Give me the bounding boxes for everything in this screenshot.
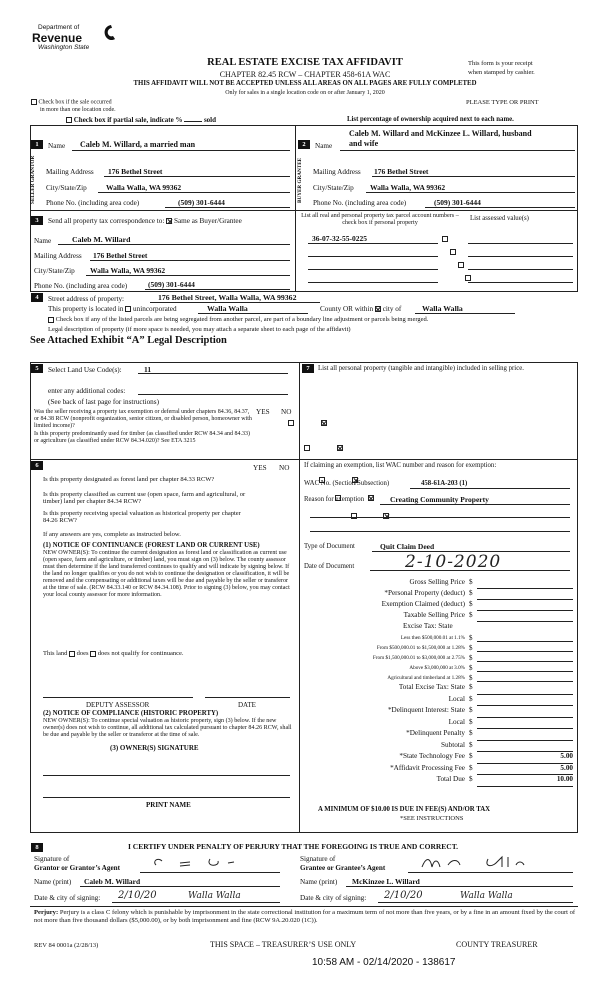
parcel-checkbox[interactable] xyxy=(442,236,448,242)
buyer-name-label: Name xyxy=(315,142,333,150)
grantee-signature-icon[interactable] xyxy=(418,853,548,873)
sec3-phone[interactable]: (509) 301-6444 xyxy=(148,280,195,289)
warning: THIS AFFIDAVIT WILL NOT BE ACCEPTED UNLESS ALL AREAS ON ALL PAGES ARE FULLY COMPLETED xyxy=(133,80,477,87)
if-any: If any answers are yes, complete as instructed below. xyxy=(43,531,181,538)
sec3-phone-label: Phone No. (including area code) xyxy=(34,282,128,290)
tax-row: *Delinquent Interest: State $ xyxy=(305,706,573,718)
q2-yes-checkbox[interactable] xyxy=(304,445,310,451)
assessor-date: DATE xyxy=(238,701,256,709)
grantee-sig-label-1: Signature of xyxy=(300,855,336,863)
sec6-q2: Is this property classified as current use (open space, farm and agricultural, or timber) land per chapter 84.34 RCW? xyxy=(43,491,246,505)
this-land-row: This land does does not qualify for continuance. xyxy=(43,650,184,657)
tax-row: Total Excise Tax: State $ xyxy=(305,683,573,695)
does-checkbox[interactable] xyxy=(69,651,75,657)
located-row: This property is located in unincorporated xyxy=(48,305,177,313)
chapter: CHAPTER 82.45 RCW – CHAPTER 458-61A WAC xyxy=(219,70,391,79)
see-instructions: *SEE INSTRUCTIONS xyxy=(400,815,464,822)
seller-vert-label: SELLER GRANTOR xyxy=(30,155,36,205)
tax-row: *Personal Property (deduct) $ xyxy=(305,589,573,600)
same-as-buyer-checkbox[interactable] xyxy=(166,218,172,224)
additional-codes: enter any additional codes: xyxy=(48,387,126,395)
seller-city[interactable]: Walla Walla, WA 99362 xyxy=(106,183,182,192)
tier-row: Above $3,000,000 at 3.0% $ xyxy=(305,663,573,673)
wac-label: WAC No. (Section/Subsection) xyxy=(304,480,390,487)
tier-row: Agricultural and timberland at 1.28% $ xyxy=(305,673,573,683)
buyer-phone-label: Phone No. (including area code) xyxy=(313,199,407,207)
city-of-checkbox[interactable] xyxy=(375,306,381,312)
grantee-name-label: Name (print) xyxy=(300,878,338,886)
q1-no-checkbox[interactable] xyxy=(321,420,327,426)
tax-row: Local $ xyxy=(305,695,573,707)
receipt-1: This form is your receipt xyxy=(468,60,533,67)
grantor-date-label: Date & city of signing: xyxy=(34,894,101,902)
grantor-name-label: Name (print) xyxy=(34,878,72,886)
buyer-mail-label: Mailing Address xyxy=(313,168,361,176)
buyer-mail[interactable]: 176 Bethel Street xyxy=(374,167,429,176)
section-7-badge: 7 xyxy=(302,364,314,373)
street-address[interactable]: 176 Bethel Street, Walla Walla, WA 99362 xyxy=(158,293,297,302)
sec3-mail-label: Mailing Address xyxy=(34,252,82,260)
page-title: REAL ESTATE EXCISE TAX AFFIDAVIT xyxy=(207,57,403,68)
multi-location-check-2: in more than one location code. xyxy=(40,107,116,113)
grantee-sig-label-2: Grantee or Grantee’s Agent xyxy=(300,864,386,872)
seller-city-label: City/State/Zip xyxy=(46,184,87,192)
grantor-signature-icon[interactable] xyxy=(150,853,270,873)
logo-swoosh-icon xyxy=(102,24,120,44)
grantor-sig-label-2: Grantor or Grantor’s Agent xyxy=(34,864,121,872)
list-percentage: List percentage of ownership acquired next to each name. xyxy=(347,116,514,123)
sec5-yes: YES xyxy=(256,408,270,416)
sec3-name-label: Name xyxy=(34,237,52,245)
checkbox-icon[interactable] xyxy=(66,117,72,123)
tax-row: *Delinquent Penalty $ xyxy=(305,729,573,741)
legal-desc: Legal description of property (if more space is needed, you may attach a separate sheet to each page of the affidavit) xyxy=(48,326,351,333)
wac-value[interactable]: 458-61A-203 (1) xyxy=(421,480,468,487)
sec5-no: NO xyxy=(281,408,292,416)
current-use-no-checkbox[interactable] xyxy=(368,495,374,501)
grantor-name[interactable]: Caleb M. Willard xyxy=(84,877,141,886)
sec6-q3: Is this property receiving special valuation as historical property per chapter 84.26 RCW? xyxy=(43,510,241,524)
parcel-checkbox[interactable] xyxy=(450,249,456,255)
receipt-2: when stamped by cashier. xyxy=(468,69,535,76)
tier-row: From $1,500,000.01 to $3,000,000 at 2.75% $ xyxy=(305,653,573,663)
seller-name-label: Name xyxy=(48,142,66,150)
tax-row: Total Due $ 10.00 xyxy=(305,775,573,787)
notice2-body: NEW OWNER(S): To continue special valuation as historic property, sign (3) below. If the new owner(s) does not wish to continue, all additional tax calculated pursuant to chapter 84.26 RCW, shall be due and payable by the seller or transferor at the time of sale. xyxy=(43,718,292,738)
doc-type[interactable]: Quit Claim Deed xyxy=(380,542,435,551)
buyer-name-2[interactable]: and wife xyxy=(349,139,379,148)
segregate-row: Check box if any of the listed parcels are being segregated from another parcel, are part of a boundary line adjustment or parcels being merged. xyxy=(48,316,428,323)
sec5-q1: Was the seller receiving a property tax exemption or deferral under chapters 84.36, 84.37, or 84.38 RCW (nonprofit organization, senior citizen, or disabled person, homeowner with limited income)? xyxy=(34,409,252,429)
sec6-q1: Is this property designated as forest land per chapter 84.33 RCW? xyxy=(43,476,215,483)
print-name: PRINT NAME xyxy=(146,801,191,809)
q1-yes-checkbox[interactable] xyxy=(288,420,294,426)
county-value[interactable]: Walla Walla xyxy=(207,304,248,313)
section-4-badge: 4 xyxy=(31,293,43,302)
city-value[interactable]: Walla Walla xyxy=(422,304,463,313)
section-1-badge: 1 xyxy=(31,140,43,149)
section-3-badge: 3 xyxy=(31,216,43,225)
certify: I CERTIFY UNDER PENALTY OF PERJURY THAT THE FOREGOING IS TRUE AND CORRECT. xyxy=(128,842,459,851)
grantor-sig-label-1: Signature of xyxy=(34,855,70,863)
q2-no-checkbox[interactable] xyxy=(337,445,343,451)
land-use-code[interactable]: 11 xyxy=(144,365,152,374)
tax-row: Exemption Claimed (deduct) $ xyxy=(305,600,573,611)
partial-sale-check[interactable]: Check box if partial sale, indicate % sold xyxy=(66,116,216,124)
tax-row: *Affidavit Processing Fee $ 5.00 xyxy=(305,764,573,776)
grantee-name[interactable]: McKinzee L. Willard xyxy=(352,877,420,886)
doc-type-label: Type of Document xyxy=(304,543,355,550)
tax-row: Local $ xyxy=(305,718,573,730)
section-2-badge: 2 xyxy=(298,140,310,149)
tax-row: Taxable Selling Price $ xyxy=(305,611,573,622)
section-5-badge: 5 xyxy=(31,364,43,373)
buyer-city-label: City/State/Zip xyxy=(313,184,354,192)
tier-row: From $500,000.01 to $1,500,000 at 1.28% $ xyxy=(305,643,573,653)
grantee-city[interactable]: Walla Walla xyxy=(460,891,513,901)
section-6-badge: 6 xyxy=(31,461,43,470)
buyer-name-1[interactable]: Caleb M. Willard and McKinzee L. Willard, husband xyxy=(349,129,532,138)
owner-signature: (3) OWNER(S) SIGNATURE xyxy=(110,744,199,752)
notice1-body: NEW OWNER(S): To continue the current designation as forest land or classification as current use (open space, farm and agriculture, or timber) land, you must sign on (3) below. The county assessor must then determine if the land transferred continues to qualify and will indicate by signing below. If the land no longer qualifies or you do not wish to continue the designation or classification, it will be removed and the compensating or additional taxes will be due and payable by the seller or transferor at the time of sale. (RCW 84.33.140 or RCW 84.34.108). Prior to signing (3) below, you may contact your local county assessor for more information. xyxy=(43,550,290,598)
exhibit-text[interactable]: See Attached Exhibit “A” Legal Description xyxy=(30,335,227,346)
send-tax: Send all property tax correspondence to: Same as Buyer/Grantee xyxy=(48,217,242,225)
perjury-notice: Perjury: Perjury is a class C felony which is punishable by imprisonment in the state correctional institution for a maximum term of not more than five years, or by a fine in an amount fixed by the court of not more than five thousand dollars ($5,000.00), or by both imprisonment and fine (RCW 9A.20.020 (1C)). xyxy=(34,909,576,924)
logo-revenue: Revenue xyxy=(32,31,83,45)
revenue-logo xyxy=(32,24,122,60)
only-sales: Only for sales in a single location code on or after January 1, 2020 xyxy=(225,90,385,96)
street-label: Street address of property: xyxy=(48,295,125,303)
treasurer-space: THIS SPACE – TREASURER’S USE ONLY xyxy=(210,940,357,949)
grantor-date[interactable]: 2/10/20 xyxy=(118,890,157,901)
reason-value[interactable]: Creating Community Property xyxy=(390,495,489,504)
buyer-phone[interactable]: (509) 301-6444 xyxy=(434,198,481,207)
list-assessed: List assessed value(s) xyxy=(470,215,529,222)
tax-rows xyxy=(305,578,573,787)
land-use-label: Select Land Use Code(s): xyxy=(48,366,122,374)
grantor-city[interactable]: Walla Walla xyxy=(188,891,241,901)
sec6-no: NO xyxy=(279,464,290,472)
multi-location-check[interactable]: Check box if the sale occurred xyxy=(31,99,112,105)
tax-row: *State Technology Fee $ 5.00 xyxy=(305,752,573,764)
sec3-city-label: City/State/Zip xyxy=(34,267,75,275)
seller-name[interactable]: Caleb M. Willard, a married man xyxy=(80,140,196,149)
does-not-checkbox[interactable] xyxy=(90,651,96,657)
county-treasurer: COUNTY TREASURER xyxy=(456,940,538,949)
personal-property-list: List all personal property (tangible and intangible) included in selling price. xyxy=(318,365,524,372)
list-parcels: List all real and personal property tax parcel account numbers – check box if personal property xyxy=(301,212,459,226)
notice2-title: (2) NOTICE OF COMPLIANCE (HISTORIC PROPERTY) xyxy=(43,710,219,717)
section-8-badge: 8 xyxy=(31,843,43,852)
tier-row: Less then $500,000.01 at 1.1% $ xyxy=(305,633,573,643)
sec6-yes: YES xyxy=(253,464,267,472)
unincorporated-checkbox[interactable] xyxy=(125,306,131,312)
minimum-due: A MINIMUM OF $10.00 IS DUE IN FEE(S) AND/OR TAX xyxy=(318,806,491,813)
seller-phone[interactable]: (509) 301-6444 xyxy=(178,198,225,207)
buyer-city[interactable]: Walla Walla, WA 99362 xyxy=(370,183,446,192)
recording-stamp: 10:58 AM - 02/14/2020 - 138617 xyxy=(312,957,456,968)
segregate-checkbox[interactable] xyxy=(48,317,54,323)
sec5-q2: Is this property predominantly used for timber (as classified under RCW 84.34 and 84.33) or agriculture (as classified under RCW 84.34.020)? See ETA 3215 xyxy=(34,431,251,444)
excise-tax-label: Excise Tax: State xyxy=(403,622,453,630)
sec3-mail[interactable]: 176 Bethel Street xyxy=(93,251,148,260)
grantee-date-label: Date & city of signing: xyxy=(300,894,367,902)
grantee-date[interactable]: 2/10/20 xyxy=(384,890,423,901)
see-back: (See back of last page for instructions) xyxy=(48,398,159,406)
doc-date[interactable]: 2-10-2020 xyxy=(405,552,502,572)
tax-row: Subtotal $ xyxy=(305,741,573,753)
doc-date-label: Date of Document xyxy=(304,563,355,570)
parcel-checkbox[interactable] xyxy=(458,262,464,268)
reason-label: Reason for exemption xyxy=(304,496,365,503)
checkbox-icon[interactable] xyxy=(31,99,37,105)
county-row: County OR within city of xyxy=(320,305,402,313)
deputy-assessor: DEPUTY ASSESSOR xyxy=(86,701,150,709)
sec3-name[interactable]: Caleb M. Willard xyxy=(72,235,131,244)
please-print: PLEASE TYPE OR PRINT xyxy=(466,99,539,106)
logo-dept: Department of xyxy=(38,24,80,31)
notice1-title: (1) NOTICE OF CONTINUANCE (FOREST LAND OR CURRENT USE) xyxy=(43,542,260,549)
seller-phone-label: Phone No. (including area code) xyxy=(46,199,140,207)
rev-number: REV 84 0001a (2/28/13) xyxy=(34,942,99,949)
parcel-number[interactable]: 36-07-32-55-0225 xyxy=(312,234,367,243)
buyer-vert-label: BUYER GRANTEE xyxy=(297,157,303,203)
tax-row: Gross Selling Price $ xyxy=(305,578,573,589)
seller-mail-label: Mailing Address xyxy=(46,168,94,176)
parcel-checkbox[interactable] xyxy=(465,275,471,281)
logo-state: Washington State xyxy=(38,44,90,51)
claim-exemption: If claiming an exemption, list WAC number and reason for exemption: xyxy=(304,462,497,469)
seller-mail[interactable]: 176 Bethel Street xyxy=(108,167,163,176)
sec3-city[interactable]: Walla Walla, WA 99362 xyxy=(90,266,166,275)
